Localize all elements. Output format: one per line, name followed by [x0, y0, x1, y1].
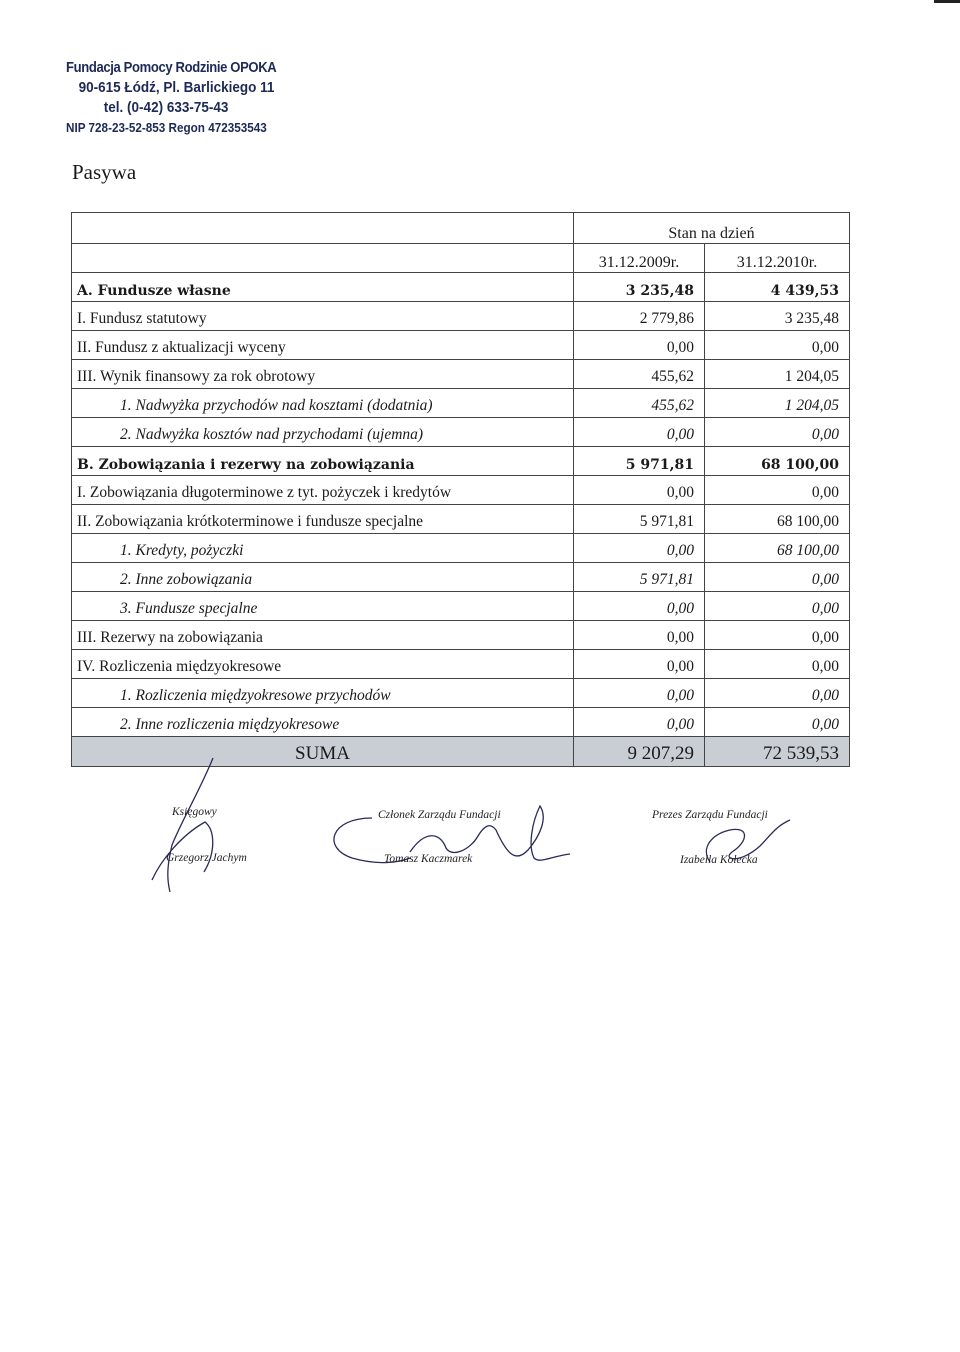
row-label: 2. Nadwyżka kosztów nad przychodami (ujemna): [72, 418, 574, 447]
value-2009: 0,00: [574, 621, 705, 650]
row-label: 1. Rozliczenia międzyokresowe przychodów: [72, 679, 574, 708]
value-2009: 5 971,81: [574, 563, 705, 592]
accountant-signature-stroke: [152, 758, 213, 892]
value-2010: 0,00: [705, 708, 850, 737]
value-2010: 0,00: [705, 563, 850, 592]
row-label: A. Fundusze własne: [72, 273, 574, 302]
total-label: SUMA: [72, 737, 574, 767]
row-label: 3. Fundusze specjalne: [72, 592, 574, 621]
row-label: IV. Rozliczenia międzyokresowe: [72, 650, 574, 679]
value-2010: 68 100,00: [705, 534, 850, 563]
value-2010: 68 100,00: [705, 505, 850, 534]
header-date-span: Stan na dzień: [574, 213, 850, 244]
value-2009: 0,00: [574, 679, 705, 708]
value-2010: 0,00: [705, 621, 850, 650]
value-2009: 0,00: [574, 534, 705, 563]
row-label: II. Fundusz z aktualizacji wyceny: [72, 331, 574, 360]
value-2009: 5 971,81: [574, 505, 705, 534]
value-2009: 0,00: [574, 708, 705, 737]
president-name: Izabella Kołecka: [680, 854, 758, 866]
stamp-tax-ids: NIP 728-23-52-853 Regon 472353543: [66, 120, 267, 135]
value-2009: 455,62: [574, 360, 705, 389]
value-2010: 1 204,05: [705, 360, 850, 389]
row-label: 2. Inne zobowiązania: [72, 563, 574, 592]
president-role: Prezes Zarządu Fundacji: [652, 809, 768, 821]
member-name: Tomasz Kaczmarek: [384, 853, 473, 865]
row-label: III. Rezerwy na zobowiązania: [72, 621, 574, 650]
value-2010: 0,00: [705, 476, 850, 505]
value-2010: 0,00: [705, 418, 850, 447]
value-2010: 0,00: [705, 331, 850, 360]
value-2010: 0,00: [705, 650, 850, 679]
value-2009: 0,00: [574, 418, 705, 447]
accountant-name: Grzegorz Jachym: [166, 852, 247, 864]
value-2009: 0,00: [574, 592, 705, 621]
row-label: B. Zobowiązania i rezerwy na zobowiązania: [72, 447, 574, 476]
value-2010: 0,00: [705, 592, 850, 621]
value-2010: 4 439,53: [705, 273, 850, 302]
value-2009: 0,00: [574, 650, 705, 679]
row-label: II. Zobowiązania krótkoterminowe i fundusze specjalne: [72, 505, 574, 534]
value-2010: 1 204,05: [705, 389, 850, 418]
value-2010: 68 100,00: [705, 447, 850, 476]
value-2009: 0,00: [574, 331, 705, 360]
row-label: I. Zobowiązania długoterminowe z tyt. pożyczek i kredytów: [72, 476, 574, 505]
total-2009: 9 207,29: [574, 737, 705, 767]
value-2010: 0,00: [705, 679, 850, 708]
value-2009: 2 779,86: [574, 302, 705, 331]
row-label: 2. Inne rozliczenia międzyokresowe: [72, 708, 574, 737]
value-2009: 455,62: [574, 389, 705, 418]
accountant-role: Księgowy: [172, 806, 217, 818]
value-2009: 0,00: [574, 476, 705, 505]
member-role: Członek Zarządu Fundacji: [378, 809, 501, 821]
header-date-2010: 31.12.2010r.: [705, 244, 850, 273]
row-label: 1. Kredyty, pożyczki: [72, 534, 574, 563]
row-label: 1. Nadwyżka przychodów nad kosztami (dodatnia): [72, 389, 574, 418]
stamp-phone: tel. (0-42) 633-75-43: [103, 99, 229, 116]
stamp-org-name: Fundacja Pomocy Rodzinie OPOKA: [66, 60, 277, 76]
value-2009: 5 971,81: [574, 447, 705, 476]
total-2010: 72 539,53: [705, 737, 850, 767]
header-date-2009: 31.12.2009r.: [574, 244, 705, 273]
value-2009: 3 235,48: [574, 273, 705, 302]
section-title: Pasywa: [72, 160, 137, 184]
row-label: III. Wynik finansowy za rok obrotowy: [72, 360, 574, 389]
row-label: I. Fundusz statutowy: [72, 302, 574, 331]
value-2010: 3 235,48: [705, 302, 850, 331]
stamp-address: 90-615 Łódź, Pl. Barlickiego 11: [78, 79, 275, 96]
